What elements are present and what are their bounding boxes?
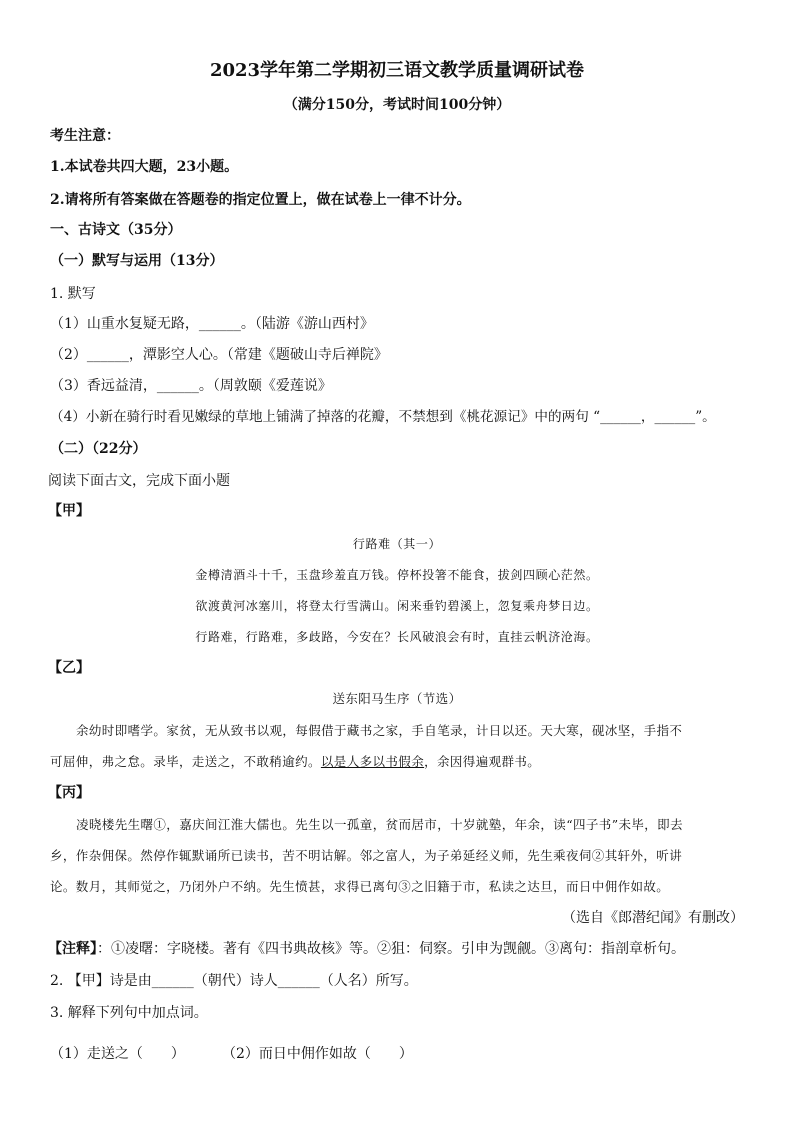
question-3-item-1: （1）走送之（ ） bbox=[50, 1046, 185, 1062]
poem-title: 行路难（其一） bbox=[352, 537, 442, 551]
yi-title: 送东阳马生序（节选） bbox=[332, 691, 462, 706]
yi-paragraph-line-1: 余幼时即嗜学。家贫，无从致书以观，每假借于藏书之家，手自笔录，计日以还。天大寒，砚冰坚，手指不 bbox=[76, 723, 683, 738]
yi-paragraph-line-2 bbox=[50, 753, 540, 771]
label-jia: 【甲】 bbox=[48, 503, 90, 519]
poem-line-2: 欲渡黄河冰塞川，将登太行雪满山。闲来垂钓碧溪上，忽复乘舟梦日边。 bbox=[195, 599, 599, 613]
question-1-item-2: （2）______，潭影空人心。（常建《题破山寺后禅院》 bbox=[50, 347, 388, 363]
question-3: 3. 解释下列句中加点词。 bbox=[50, 1005, 208, 1021]
notes-label: 【注释】 bbox=[48, 941, 97, 957]
question-1-item-1: （1）山重水复疑无路，______。（陆游《游山西村》 bbox=[50, 316, 374, 332]
question-1-item-3: （3）香远益清，______。（周敦颐《爱莲说》 bbox=[50, 378, 332, 394]
yi-text-a: 可屈伸，弗之怠。录毕，走送之，不敢稍逾约。 bbox=[50, 754, 321, 769]
notice-item-1: 1.本试卷共四大题，23小题。 bbox=[50, 159, 239, 175]
poem-line-1: 金樽清酒斗十千，玉盘珍羞直万钱。停杯投箸不能食，拔剑四顾心茫然。 bbox=[195, 568, 599, 582]
page-subtitle: （满分150分，考试时间100分钟） bbox=[283, 97, 511, 113]
yi-underlined-sentence: 以是人多以书假余 bbox=[320, 754, 425, 769]
bing-paragraph-line-2: 乡，作杂佣保。然停作辄默诵所已读书，苦不明诂解。邻之富人，为子弟延经义师，先生乘夜伺②其轩外，听讲 bbox=[50, 848, 683, 863]
section-1-heading: 一、古诗文（35分） bbox=[50, 222, 182, 238]
question-1: 1. 默写 bbox=[50, 286, 96, 302]
page-title: 2023学年第二学期初三语文教学质量调研试卷 bbox=[209, 60, 585, 81]
bing-paragraph-line-1: 凌晓楼先生曙①，嘉庆间江淮大儒也。先生以一孤童，贫而居市，十岁就塾，年余，读“四子书”未毕，即去 bbox=[76, 817, 683, 832]
notice-heading: 考生注意： bbox=[50, 128, 120, 144]
notice-item-2: 2.请将所有答案做在答题卷的指定位置上，做在试卷上一律不计分。 bbox=[50, 192, 471, 208]
yi-text-c: ，余因得遍观群书。 bbox=[424, 754, 541, 769]
label-bing: 【丙】 bbox=[48, 785, 90, 801]
question-1-item-4: （4）小新在骑行时看见嫩绿的草地上铺满了掉落的花瓣，不禁想到《桃花源记》中的两句 “______，______”。 bbox=[50, 409, 716, 425]
notes bbox=[48, 940, 685, 958]
bing-source: （选自《郎潜纪闻》有删改） bbox=[562, 910, 744, 926]
poem-line-3: 行路难，行路难，多歧路，今安在？长风破浪会有时，直挂云帆济沧海。 bbox=[195, 630, 599, 644]
bing-paragraph-line-3: 论。数月，其师觉之，乃闭外户不纳。先生愤甚，求得已离句③之旧籍于市，私读之达旦，而日中佣作如故。 bbox=[50, 879, 670, 894]
part-1-heading: （一）默写与运用（13分） bbox=[50, 253, 224, 269]
notes-text: ：①凌曙：字晓楼。著有《四书典故核》等。②狙：伺察。引申为觊觎。③离句：指剖章析句。 bbox=[97, 941, 685, 957]
question-2: 2. 【甲】诗是由______（朝代）诗人______（人名）所写。 bbox=[50, 973, 418, 989]
question-3-item-2: （2）而日中佣作如故（ ） bbox=[222, 1046, 413, 1062]
part-2-heading: （二）（22分） bbox=[50, 441, 147, 457]
label-yi: 【乙】 bbox=[48, 660, 90, 676]
reading-instruction: 阅读下面古文，完成下面小题 bbox=[48, 473, 230, 489]
